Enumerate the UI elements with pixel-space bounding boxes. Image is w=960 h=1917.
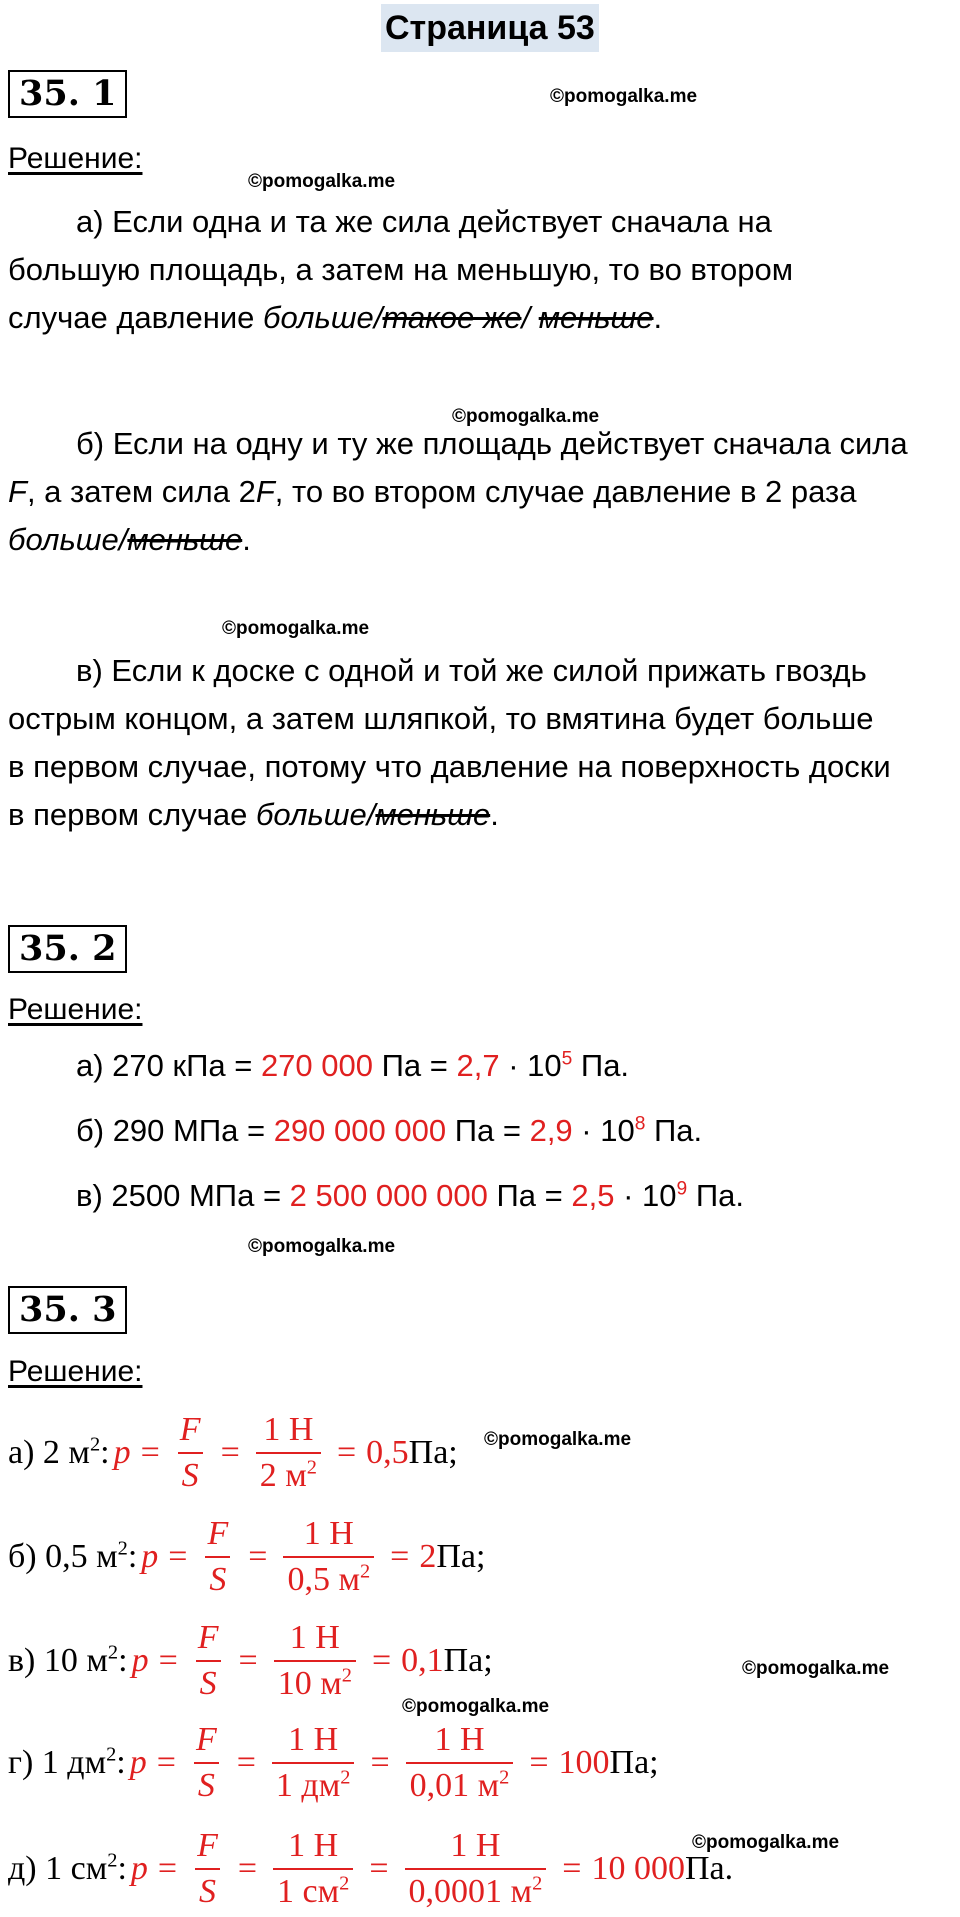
superscript: 2 (306, 1456, 317, 1479)
unit-text: Па = (446, 1113, 530, 1148)
area-text: в) 10 м (8, 1642, 108, 1679)
area-label: д) 1 $см^2$: (8, 1849, 127, 1887)
watermark: ©pomogalka.me (222, 618, 370, 639)
conversion-source: в) 2500 МПа = (76, 1178, 290, 1213)
struck-option: меньше (538, 300, 654, 335)
task-number-35-2: 35. 2 (8, 925, 127, 973)
superscript: 2 (89, 1433, 101, 1456)
separator: / (373, 300, 383, 335)
area-label: а) 2 $м^2$: (8, 1433, 110, 1471)
numerator: 1 Н (263, 1411, 314, 1448)
equals-sign: = (562, 1850, 582, 1887)
fraction-value (256, 1410, 321, 1496)
conversion-source: б) 290 МПа = (76, 1113, 274, 1148)
separator: / (118, 522, 128, 557)
numerator: F (179, 1411, 201, 1448)
unit-text: Па; (443, 1642, 493, 1679)
watermark: ©pomogalka.me (692, 1832, 840, 1853)
unit-text: Па = (487, 1178, 572, 1213)
formula (141, 1514, 436, 1600)
area-text: а) 2 м (8, 1434, 90, 1471)
denominator-text: 0,0001 м (408, 1873, 533, 1910)
unit-text: Па. (645, 1113, 703, 1148)
solution-label: Решение: (8, 142, 143, 175)
equals-sign: = (248, 1538, 268, 1575)
equals-sign: = (529, 1744, 549, 1781)
pressure-symbol: p (131, 1642, 149, 1679)
task-number-35-1: 35. 1 (8, 70, 127, 118)
watermark: ©pomogalka.me (484, 1429, 632, 1450)
area-label: б) 0,5 $м^2$: (8, 1537, 138, 1575)
text-line: б) Если на одну и ту же площадь действует сначала сила (76, 426, 908, 461)
watermark: ©pomogalka.me (742, 1658, 890, 1679)
denominator: S (205, 1556, 230, 1600)
denominator-text: 1 см (277, 1873, 340, 1910)
area-label: г) 1 $дм^2$: (8, 1743, 126, 1781)
equals-sign: = (158, 1642, 178, 1679)
power-base: · 10 (572, 1113, 635, 1148)
numerator: F (197, 1619, 219, 1656)
formula (132, 1618, 444, 1704)
page-title: Страница 53 (381, 4, 599, 52)
unit-text: Па; (408, 1434, 458, 1471)
force-symbol: F (255, 474, 275, 509)
power-base: · 10 (499, 1048, 562, 1083)
text-line: в первом случае, потому что давление на поверхность доски (8, 749, 891, 784)
result-value: 0,1 (401, 1642, 444, 1679)
answer-value: 270 000 (260, 1048, 373, 1083)
text-line (8, 294, 793, 342)
superscript: 2 (340, 1766, 351, 1789)
area-label: в) 10 $м^2$: (8, 1641, 128, 1679)
pressure-symbol: p (129, 1744, 147, 1781)
result-value: 2 (419, 1538, 437, 1575)
denominator (405, 1868, 547, 1912)
task-35-1-b (8, 420, 908, 564)
text-fragment: случае давление (8, 300, 264, 335)
numerator: 1 Н (450, 1827, 501, 1864)
superscript: 2 (107, 1641, 119, 1664)
denominator-text: 10 м (277, 1665, 342, 1702)
text-line: большую площадь, а затем на меньшую, то во втором (8, 252, 794, 287)
text-line: острым концом, а затем шляпкой, то вмятина будет больше (8, 701, 874, 736)
formula (114, 1410, 409, 1496)
area-text: д) 1 см (8, 1850, 108, 1887)
denominator (283, 1556, 374, 1600)
fraction-converted (406, 1720, 514, 1806)
period: . (653, 300, 663, 335)
text-fragment: в первом случае (8, 797, 256, 832)
area-text: б) 0,5 м (8, 1538, 118, 1575)
fraction-value (272, 1720, 355, 1806)
separator: / (366, 797, 376, 832)
equals-sign: = (236, 1744, 256, 1781)
answer-exponent: 9 (676, 1178, 688, 1200)
unit-text: Па. (572, 1048, 630, 1083)
text-line: в) Если к доске с одной и той же силой прижать гвоздь (76, 653, 867, 688)
text-fragment: , а затем сила 2 (26, 474, 256, 509)
pressure-symbol: p (130, 1850, 148, 1887)
struck-option: такое же (382, 300, 522, 335)
solution-label: Решение: (8, 993, 143, 1026)
pressure-symbol: p (113, 1434, 131, 1471)
numerator: 1 Н (434, 1721, 485, 1758)
fraction-converted (405, 1826, 547, 1912)
denominator (272, 1762, 355, 1806)
answer-mantissa: 2,9 (529, 1113, 573, 1148)
separator: / (521, 300, 539, 335)
chosen-answer: больше (263, 300, 374, 335)
formula (130, 1720, 610, 1806)
watermark: ©pomogalka.me (248, 1236, 396, 1257)
equals-sign: = (140, 1434, 160, 1471)
equals-sign: = (369, 1850, 389, 1887)
equals-sign: = (390, 1538, 410, 1575)
result-value: 0,5 (366, 1434, 409, 1471)
conversion-row (76, 1178, 744, 1214)
text-line: а) Если одна и та же сила действует сначала на (76, 204, 772, 239)
denominator-text: 0,01 м (409, 1767, 500, 1804)
unit-text: Па. (687, 1178, 744, 1213)
equals-sign: = (370, 1744, 390, 1781)
denominator-text: 0,5 м (287, 1561, 360, 1598)
task-35-1-a (8, 198, 793, 342)
unit-text: Па = (373, 1048, 457, 1083)
equals-sign: = (237, 1850, 258, 1887)
fraction-f-over-s (194, 1618, 223, 1704)
fraction-value (273, 1826, 353, 1912)
conversion-row (76, 1048, 629, 1084)
watermark: ©pomogalka.me (248, 171, 396, 192)
unit-text: Па; (436, 1538, 486, 1575)
fraction-value (274, 1618, 356, 1704)
numerator: 1 Н (288, 1827, 339, 1864)
numerator: F (207, 1515, 229, 1552)
struck-option: меньше (375, 797, 491, 832)
text-fragment: , то во втором случае давление в 2 раза (274, 474, 857, 509)
superscript: 2 (339, 1872, 350, 1895)
chosen-answer: больше (8, 522, 119, 557)
superscript: 2 (359, 1560, 371, 1583)
result-value: 10 000 (591, 1850, 685, 1887)
pressure-row (8, 1618, 493, 1704)
superscript: 2 (341, 1664, 352, 1687)
fraction-f-over-s (203, 1514, 232, 1600)
watermark: ©pomogalka.me (402, 1696, 550, 1717)
watermark: ©pomogalka.me (550, 86, 698, 107)
equals-sign: = (336, 1434, 357, 1471)
fraction-f-over-s (192, 1720, 221, 1806)
superscript: 2 (107, 1849, 118, 1872)
pressure-row (8, 1720, 659, 1806)
fraction-f-over-s (176, 1410, 205, 1496)
numerator: 1 Н (303, 1515, 354, 1552)
task-35-1-c (8, 647, 891, 839)
conversion-row (76, 1113, 702, 1149)
solution-label: Решение: (8, 1355, 143, 1388)
answer-value: 290 000 000 (273, 1113, 447, 1148)
equals-sign: = (371, 1642, 392, 1679)
answer-exponent: 5 (561, 1048, 573, 1070)
answer-mantissa: 2,5 (571, 1178, 615, 1213)
formula (131, 1826, 685, 1912)
text-line (8, 791, 891, 839)
equals-sign: = (238, 1642, 258, 1679)
text-line (8, 468, 908, 516)
equals-sign: = (157, 1850, 178, 1887)
denominator (406, 1762, 514, 1806)
fraction-value (283, 1514, 374, 1600)
superscript: 2 (117, 1537, 128, 1560)
result-value: 100 (558, 1744, 610, 1781)
fraction-f-over-s (193, 1826, 222, 1912)
denominator (256, 1452, 321, 1496)
denominator (273, 1868, 353, 1912)
answer-value: 2 500 000 000 (289, 1178, 488, 1213)
numerator: F (197, 1827, 218, 1864)
chosen-answer: больше (255, 797, 367, 832)
numerator: F (195, 1721, 217, 1758)
unit-text: Па; (609, 1744, 659, 1781)
denominator-text: 2 м (259, 1457, 307, 1494)
task-number-35-3: 35. 3 (8, 1286, 127, 1334)
denominator-text: 1 дм (275, 1767, 341, 1804)
denominator: S (196, 1660, 221, 1704)
period: . (242, 522, 251, 557)
pressure-row (8, 1410, 458, 1496)
denominator (274, 1660, 356, 1704)
equals-sign: = (156, 1744, 176, 1781)
pressure-symbol: p (141, 1538, 159, 1575)
equals-sign: = (168, 1538, 188, 1575)
period: . (490, 797, 499, 832)
superscript: 2 (499, 1766, 510, 1789)
denominator: S (178, 1452, 203, 1496)
pressure-row (8, 1826, 733, 1912)
pressure-row (8, 1514, 485, 1600)
unit-text: Па. (684, 1850, 734, 1887)
numerator: 1 Н (289, 1619, 340, 1656)
text-line (8, 516, 908, 564)
conversion-source: а) 270 кПа = (76, 1048, 261, 1083)
denominator: S (194, 1762, 219, 1806)
area-text: г) 1 дм (8, 1744, 107, 1781)
numerator: 1 Н (288, 1721, 339, 1758)
superscript: 2 (106, 1743, 117, 1766)
power-base: · 10 (614, 1178, 677, 1213)
answer-mantissa: 2,7 (456, 1048, 500, 1083)
denominator: S (195, 1868, 220, 1912)
watermark: ©pomogalka.me (452, 406, 600, 427)
equals-sign: = (220, 1434, 240, 1471)
force-symbol: F (8, 474, 27, 509)
answer-exponent: 8 (634, 1113, 646, 1135)
struck-option: меньше (127, 522, 243, 557)
superscript: 2 (532, 1872, 543, 1895)
